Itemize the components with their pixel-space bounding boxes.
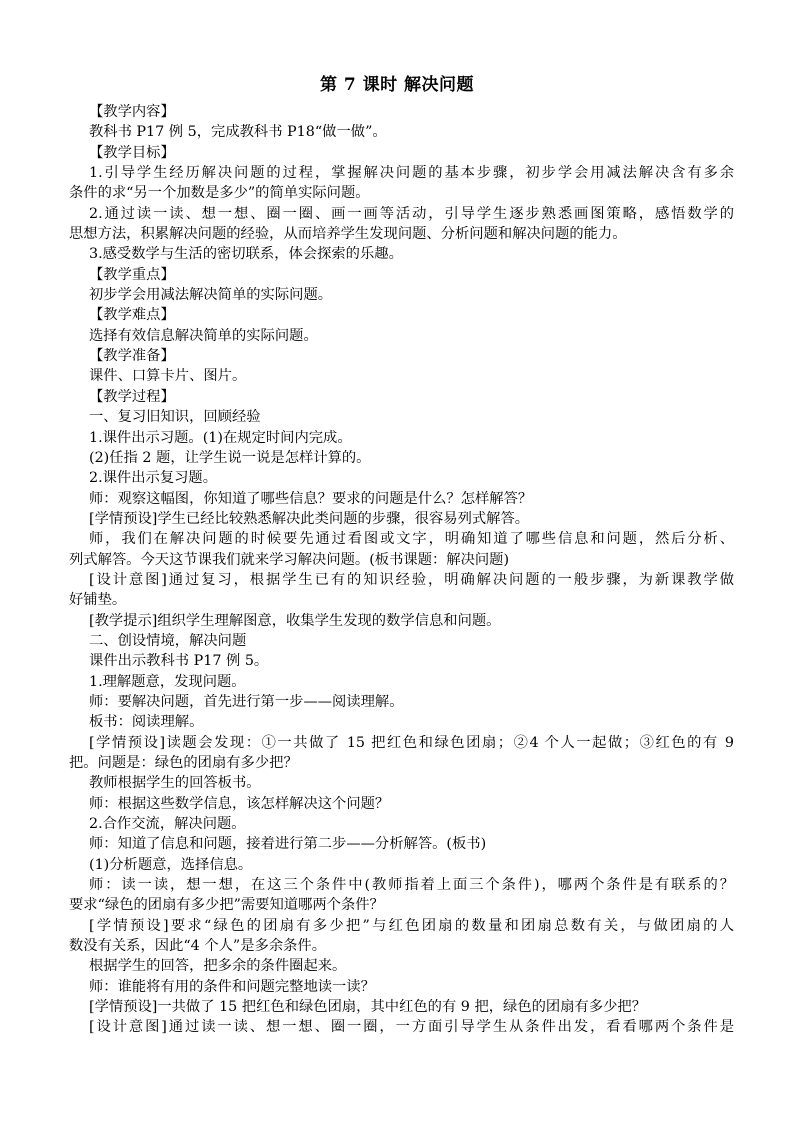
paragraph: 1.引导学生经历解决问题的过程，掌握解决问题的基本步骤，初步学会用减法解决含有多余	[89, 165, 734, 182]
paragraph: 1.课件出示习题。(1)在规定时间内完成。	[89, 429, 352, 446]
paragraph: [学情预设]学生已经比较熟悉解决此类问题的步骤，很容易列式解答。	[89, 510, 530, 527]
section-heading-preparation: 【教学准备】	[89, 348, 175, 365]
paragraph: [设计意图]通过复习，根据学生已有的知识经验，明确解决问题的一般步骤，为新课教学做	[89, 571, 734, 588]
paragraph: 1.理解题意，发现问题。	[89, 673, 246, 690]
paragraph: 选择有效信息解决简单的实际问题。	[89, 327, 318, 344]
paragraph-continued: 把。问题是：绿色的团扇有多少把？	[69, 755, 298, 771]
paragraph-continued: 数没有关系，因此“4 个人”是多余条件。	[69, 938, 327, 955]
paragraph-continued: 列式解答。今天这节课我们就来学习解决问题。(板书课题：解决问题)	[69, 551, 510, 568]
paragraph: 教师根据学生的回答板书。	[89, 775, 261, 792]
paragraph: [学情预设]读题会发现：①一共做了 15 把红色和绿色团扇；②4 个人一起做；③红色的有 9	[89, 734, 734, 751]
paragraph: 2.合作交流，解决问题。	[89, 816, 246, 833]
paragraph: 师，我们在解决问题的时候要先通过看图或文字，明确知道了哪些信息和问题，然后分析、	[89, 531, 734, 548]
lesson-title: 第 7 课时 解决问题	[319, 75, 475, 95]
paragraph: 师：谁能将有用的条件和问题完整地读一读？	[89, 978, 375, 995]
lesson-body	[69, 102, 734, 1038]
paragraph: [教学提示]组织学生理解图意，收集学生发现的数学信息和问题。	[89, 612, 501, 629]
section-heading-key-points: 【教学重点】	[89, 266, 175, 283]
paragraph-continued: 思想方法，积累解决问题的经验，从而培养学生发现问题、分析问题和解决问题的能力。	[69, 226, 627, 243]
subheading: 一、复习旧知识，回顾经验	[89, 409, 261, 426]
paragraph: 2.通过读一读、想一想、圈一圈、画一画等活动，引导学生逐步熟悉画图策略，感悟数学的	[89, 205, 734, 222]
paragraph-continued: 好铺垫。	[69, 592, 127, 609]
section-heading-content: 【教学内容】	[89, 104, 175, 120]
paragraph: 师：根据这些数学信息，该怎样解决这个问题？	[89, 795, 390, 812]
subheading: 二、创设情境，解决问题	[89, 632, 247, 649]
paragraph-continued: 条件的求“另一个加数是多少”的简单实际问题。	[69, 185, 370, 202]
paragraph: 根据学生的回答，把多余的条件圈起来。	[89, 958, 347, 975]
paragraph: 师：要解决问题，首先进行第一步——阅读理解。	[89, 693, 404, 710]
paragraph: 师：观察这幅图，你知道了哪些信息？要求的问题是什么？怎样解答？	[89, 490, 533, 507]
paragraph: 板书：阅读理解。	[89, 714, 204, 731]
paragraph: 课件、口算卡片、图片。	[89, 368, 247, 385]
paragraph: 课件出示教科书 P17 例 5。	[89, 653, 269, 670]
paragraph: 师：知道了信息和问题，接着进行第二步——分析解答。(板书)	[89, 836, 487, 853]
paragraph: [学情预设]一共做了 15 把红色和绿色团扇，其中红色的有 9 把，绿色的团扇有多少把？	[89, 999, 647, 1016]
section-heading-objectives: 【教学目标】	[89, 144, 175, 161]
paragraph: (1)分析题意，选择信息。	[89, 856, 253, 873]
paragraph: 初步学会用减法解决简单的实际问题。	[89, 287, 333, 304]
paragraph: [设计意图]通过读一读、想一想、圈一圈，一方面引导学生从条件出发，看看哪两个条件是	[89, 1019, 734, 1036]
section-heading-process: 【教学过程】	[89, 388, 175, 405]
paragraph: (2)任指 2 题，让学生说一说是怎样计算的。	[89, 449, 371, 466]
paragraph: 师：读一读，想一想，在这三个条件中(教师指着上面三个条件)，哪两个条件是有联系的？	[89, 877, 734, 894]
section-heading-difficulties: 【教学难点】	[89, 307, 175, 324]
paragraph: [学情预设]要求“绿色的团扇有多少把”与红色团扇的数量和团扇总数有关，与做团扇的人	[89, 917, 734, 934]
paragraph: 2.课件出示复习题。	[89, 470, 218, 487]
paragraph: 3.感受数学与生活的密切联系，体会探索的乐趣。	[89, 246, 403, 263]
paragraph-continued: 要求“绿色的团扇有多少把”需要知道哪两个条件？	[69, 897, 384, 914]
paragraph: 教科书 P17 例 5，完成教科书 P18“做一做”。	[89, 124, 387, 141]
